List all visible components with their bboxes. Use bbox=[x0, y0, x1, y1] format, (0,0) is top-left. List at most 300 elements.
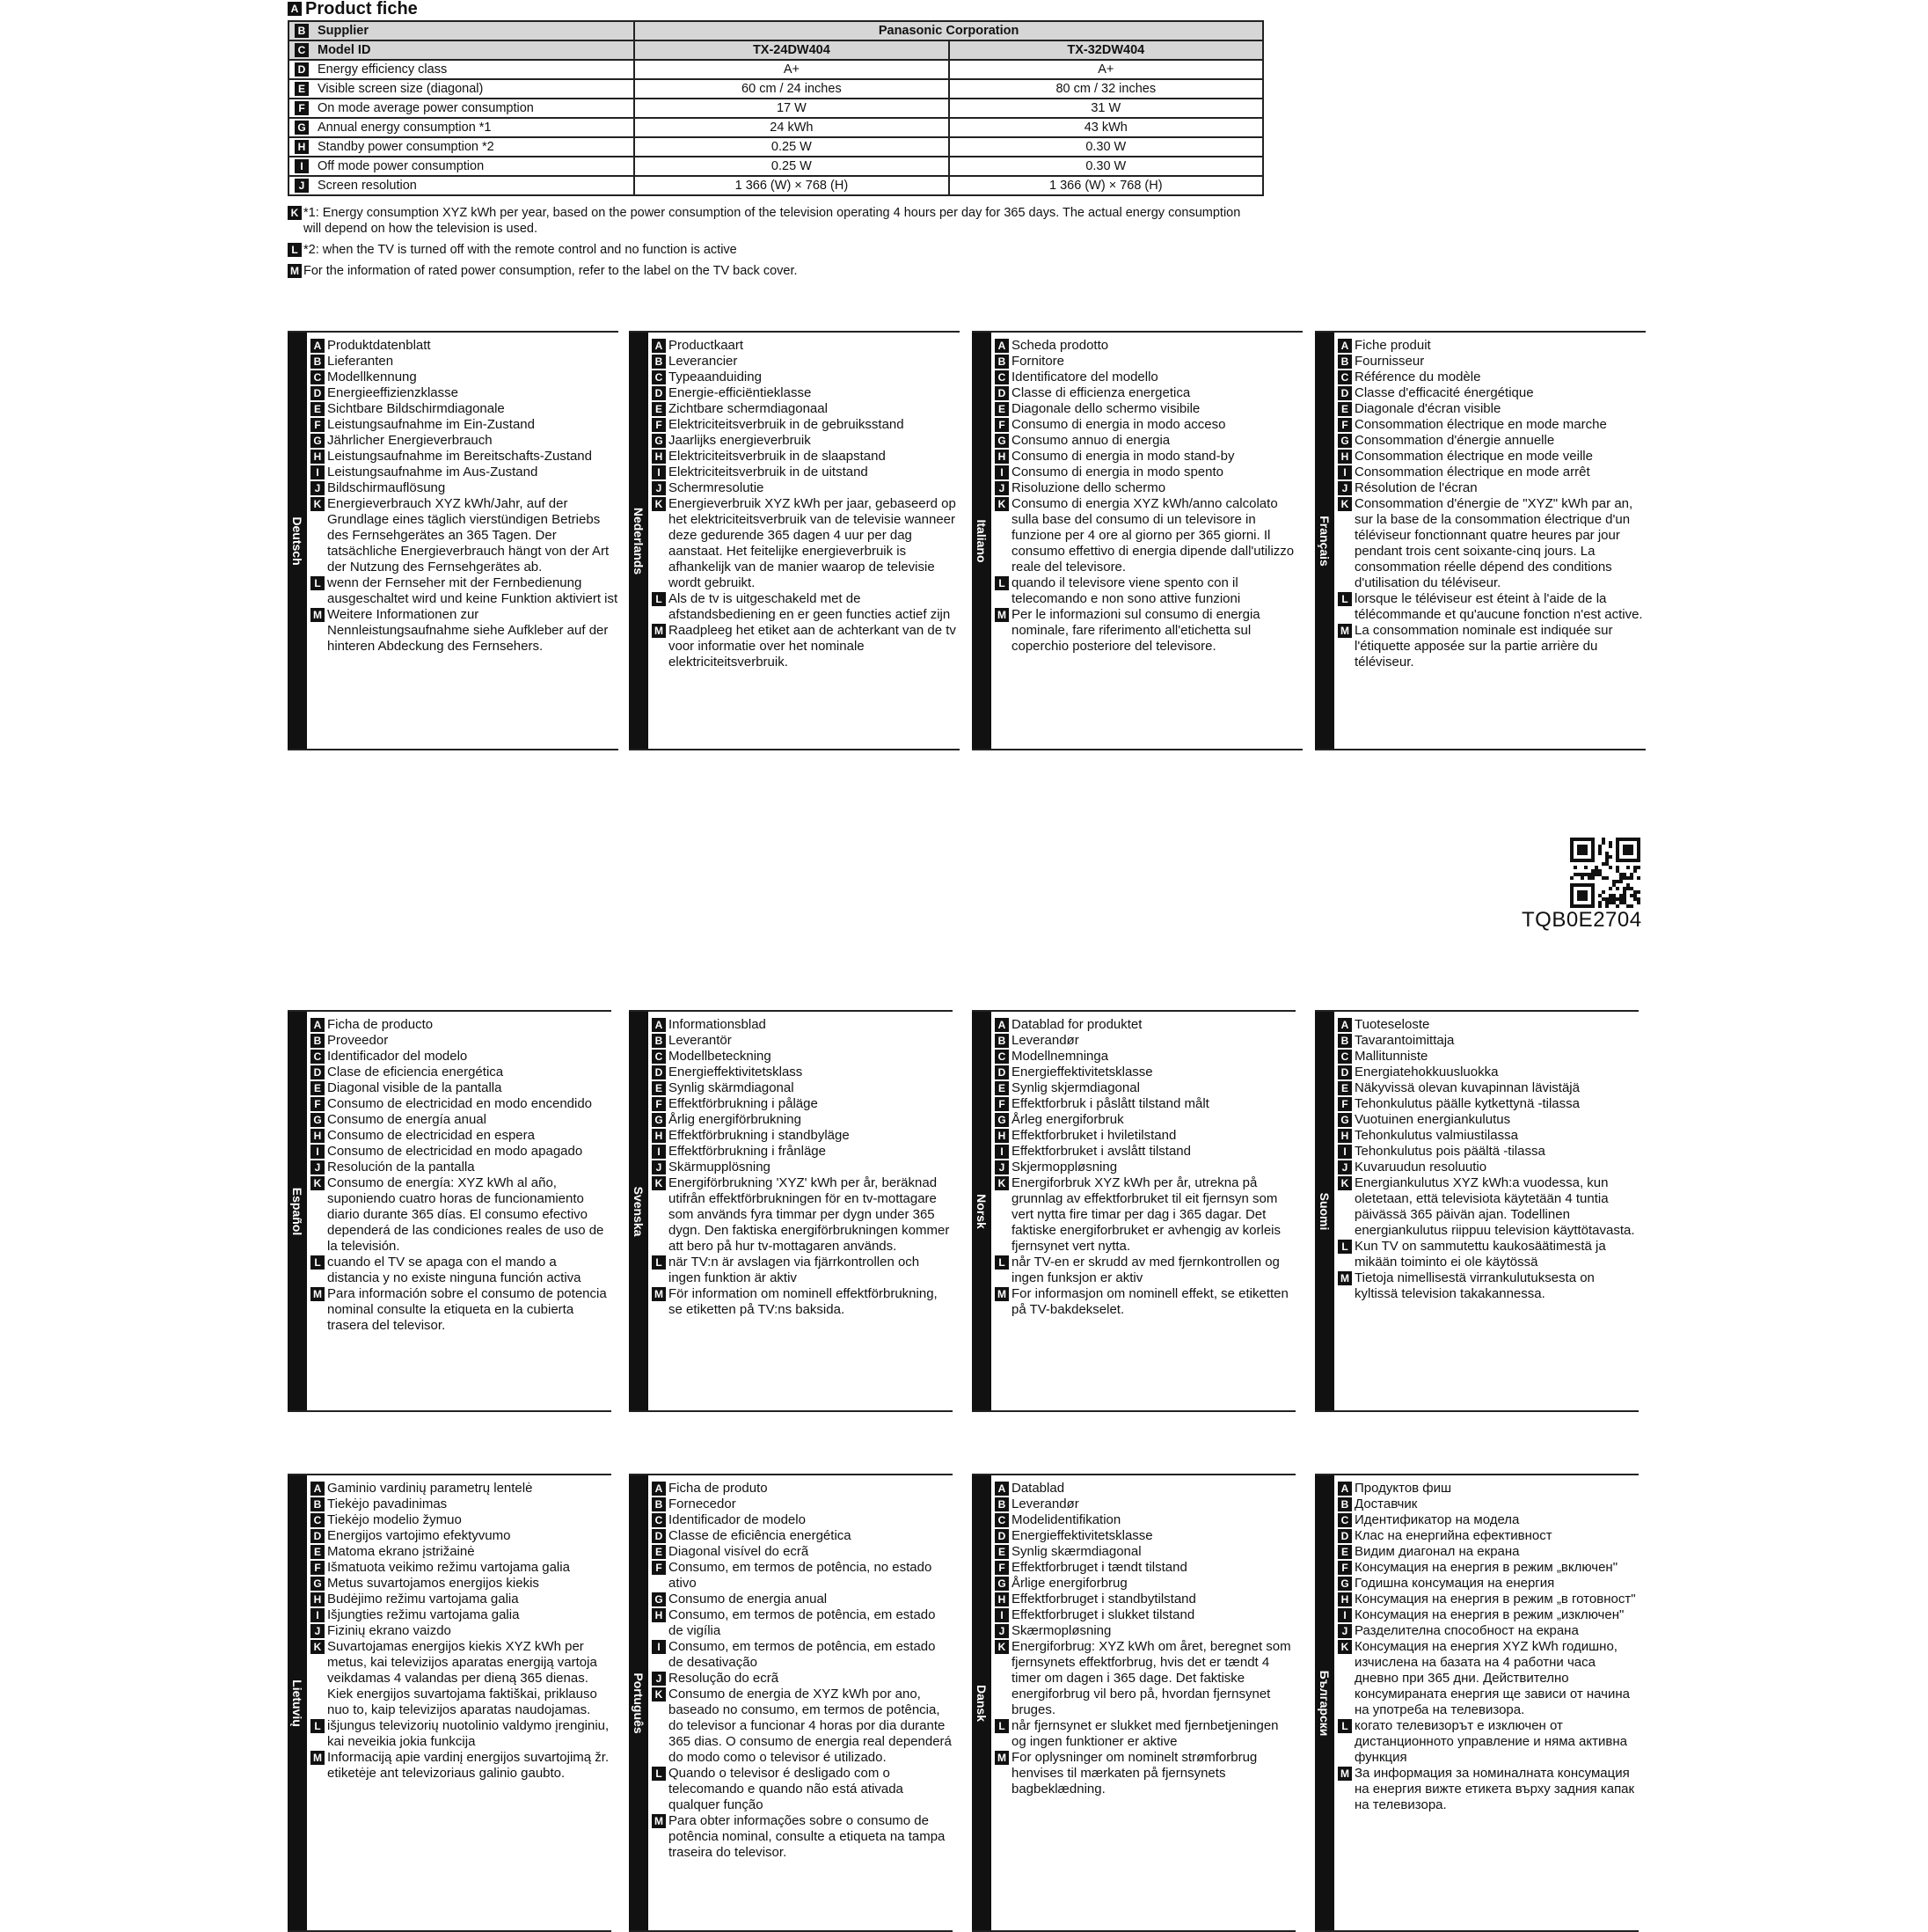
letter-badge: M bbox=[288, 264, 302, 278]
list-item bbox=[1338, 1017, 1639, 1033]
item-text: Classe d'efficacité énergétique bbox=[1355, 385, 1534, 400]
language-name: Italiano bbox=[975, 518, 989, 563]
item-text: Lieferanten bbox=[327, 354, 394, 369]
table-cell bbox=[288, 21, 634, 40]
language-name: Español bbox=[290, 1187, 304, 1235]
item-text: Quando o televisor é desligado com o telecomando e quando não está ativada qualquer função bbox=[668, 1766, 903, 1812]
item-text: Skärmupplösning bbox=[668, 1160, 770, 1175]
item-text: Fiche produit bbox=[1355, 338, 1431, 353]
letter-badge: G bbox=[652, 1113, 666, 1127]
item-text: Energieffektivitetsklass bbox=[668, 1065, 803, 1079]
letter-badge: C bbox=[652, 1050, 666, 1064]
list-item bbox=[310, 1128, 611, 1144]
letter-badge: F bbox=[995, 1097, 1009, 1111]
item-text: Datablad bbox=[1011, 1481, 1065, 1496]
item-text: Консумация на енергия в режим „изключен" bbox=[1355, 1607, 1625, 1622]
letter-badge: B bbox=[652, 1034, 666, 1048]
letter-badge: D bbox=[652, 1529, 666, 1543]
item-text: когато телевизорът е изключен от дистанционното управление и няма активна функция bbox=[1355, 1718, 1627, 1765]
letter-badge: J bbox=[295, 179, 309, 193]
table-row bbox=[288, 99, 1263, 118]
letter-badge: I bbox=[310, 1145, 325, 1159]
letter-badge: I bbox=[995, 465, 1009, 479]
list-item bbox=[652, 465, 960, 480]
item-text: Classe de eficiência energética bbox=[668, 1528, 851, 1543]
list-item bbox=[652, 1065, 953, 1080]
list-item bbox=[652, 370, 960, 385]
footnote-text: *2: when the TV is turned off with the remote control and no function is active bbox=[303, 243, 737, 257]
item-text: Išjungties režimu vartojama galia bbox=[327, 1607, 520, 1622]
item-text: Synlig skjermdiagonal bbox=[1011, 1080, 1140, 1095]
item-text: Energie-efficiëntieklasse bbox=[668, 385, 812, 400]
list-item bbox=[1338, 354, 1646, 370]
letter-badge: I bbox=[1338, 1145, 1352, 1159]
letter-badge: A bbox=[652, 339, 666, 353]
item-text: Metus suvartojamos energijos kiekis bbox=[327, 1576, 539, 1591]
letter-badge: H bbox=[652, 450, 666, 464]
item-text: Diagonale d'écran visible bbox=[1355, 401, 1501, 416]
list-item bbox=[310, 1528, 611, 1544]
letter-badge: C bbox=[1338, 370, 1352, 384]
language-name: Lietuvių bbox=[290, 1679, 304, 1727]
item-text: За информация за номиналната консумация на енергия вижте етикета върху задния капак на телевизора. bbox=[1355, 1766, 1635, 1812]
row-value-2: 0.30 W bbox=[949, 157, 1263, 176]
letter-badge: L bbox=[652, 1255, 666, 1270]
item-text: Bildschirmauflösung bbox=[327, 480, 446, 495]
item-text: Jaarlijks energieverbruik bbox=[668, 433, 811, 448]
item-text: Elektriciteitsverbruik in de slaapstand bbox=[668, 449, 886, 464]
letter-badge: E bbox=[652, 402, 666, 416]
list-item bbox=[652, 385, 960, 401]
language-block bbox=[288, 1010, 611, 1412]
letter-badge: M bbox=[652, 1287, 666, 1301]
letter-badge: E bbox=[1338, 1081, 1352, 1095]
letter-badge: K bbox=[652, 1687, 666, 1701]
letter-badge: F bbox=[1338, 1097, 1352, 1111]
letter-badge: B bbox=[310, 1034, 325, 1048]
letter-badge: I bbox=[652, 1640, 666, 1654]
list-item bbox=[1338, 1607, 1639, 1623]
list-item bbox=[652, 1497, 953, 1512]
letter-badge: B bbox=[995, 1497, 1009, 1511]
fiche-title: Product fiche bbox=[305, 0, 418, 18]
letter-badge: H bbox=[652, 1129, 666, 1143]
table-row bbox=[288, 118, 1263, 137]
item-text: Tehonkulutus päälle kytkettynä -tilassa bbox=[1355, 1096, 1580, 1111]
language-tab bbox=[1315, 1012, 1334, 1410]
list-item bbox=[995, 1080, 1296, 1096]
list-item bbox=[995, 1592, 1296, 1607]
letter-badge: K bbox=[310, 1176, 325, 1190]
item-text: Skjermoppløsning bbox=[1011, 1160, 1118, 1175]
list-item bbox=[995, 1128, 1296, 1144]
list-item bbox=[310, 1639, 611, 1718]
list-item bbox=[995, 385, 1303, 401]
item-text: Leverandør bbox=[1011, 1497, 1079, 1511]
list-item bbox=[652, 338, 960, 354]
language-name: Svenska bbox=[632, 1186, 646, 1236]
letter-badge: M bbox=[310, 1287, 325, 1301]
letter-badge: A bbox=[995, 1018, 1009, 1032]
letter-badge: I bbox=[1338, 465, 1352, 479]
item-text: Consumo, em termos de potência, em estado de desativação bbox=[668, 1639, 936, 1670]
letter-badge: D bbox=[1338, 1529, 1352, 1543]
list-item bbox=[1338, 449, 1646, 465]
item-text: Consumo de electricidad en espera bbox=[327, 1128, 535, 1143]
letter-badge: H bbox=[1338, 1129, 1352, 1143]
list-item bbox=[1338, 1623, 1639, 1639]
list-item bbox=[995, 1718, 1296, 1750]
list-item bbox=[652, 449, 960, 465]
term-list bbox=[1334, 333, 1646, 749]
language-tab bbox=[288, 1475, 307, 1930]
item-text: cuando el TV se apaga con el mando a distancia y no existe ninguna función activa bbox=[327, 1255, 581, 1285]
item-text: Résolution de l'écran bbox=[1355, 480, 1478, 495]
item-text: Consommation électrique en mode arrêt bbox=[1355, 465, 1590, 479]
item-text: Årlig energiförbrukning bbox=[668, 1112, 801, 1127]
list-item bbox=[652, 1481, 953, 1497]
letter-badge: B bbox=[1338, 355, 1352, 369]
item-text: Consommation électrique en mode veille bbox=[1355, 449, 1593, 464]
item-text: Consumo de electricidad en modo encendido bbox=[327, 1096, 593, 1111]
item-text: Consommation électrique en mode marche bbox=[1355, 417, 1607, 432]
item-text: Resolución de la pantalla bbox=[327, 1160, 475, 1175]
table-row bbox=[288, 40, 1263, 60]
list-item bbox=[995, 370, 1303, 385]
term-list bbox=[648, 1012, 953, 1410]
language-name: Norsk bbox=[975, 1193, 989, 1229]
letter-badge: A bbox=[652, 1018, 666, 1032]
term-list bbox=[1334, 1012, 1639, 1410]
list-item bbox=[995, 1576, 1296, 1592]
list-item bbox=[995, 1049, 1296, 1065]
list-item bbox=[995, 449, 1303, 465]
list-item bbox=[1338, 370, 1646, 385]
list-item bbox=[652, 1175, 953, 1255]
row-value-1: 60 cm / 24 inches bbox=[634, 79, 948, 99]
letter-badge: K bbox=[995, 1176, 1009, 1190]
letter-badge: I bbox=[310, 465, 325, 479]
list-item bbox=[652, 433, 960, 449]
item-text: Synlig skärmdiagonal bbox=[668, 1080, 794, 1095]
item-text: når TV-en er skrudd av med fjernkontrollen og ingen funksjon er aktiv bbox=[1011, 1255, 1280, 1285]
letter-badge: L bbox=[310, 576, 325, 590]
list-item bbox=[995, 607, 1303, 655]
letter-badge: E bbox=[995, 402, 1009, 416]
language-tab bbox=[629, 333, 648, 749]
letter-badge: A bbox=[310, 1018, 325, 1032]
item-text: Datablad for produktet bbox=[1011, 1017, 1143, 1032]
footnote bbox=[288, 263, 1255, 279]
list-item bbox=[310, 1576, 611, 1592]
item-text: Weitere Informationen zur Nennleistungsaufnahme siehe Aufkleber auf der hinteren Abdeckung des Fernsehers. bbox=[327, 607, 609, 654]
item-text: Årlige energiforbrug bbox=[1011, 1576, 1128, 1591]
item-text: när TV:n är avslagen via fjärrkontrollen och ingen funktion är aktiv bbox=[668, 1255, 920, 1285]
letter-badge: F bbox=[995, 1561, 1009, 1575]
letter-badge: F bbox=[652, 1097, 666, 1111]
item-text: Доставчик bbox=[1355, 1497, 1418, 1511]
letter-badge: I bbox=[995, 1608, 1009, 1622]
item-text: Energiankulutus XYZ kWh:a vuodessa, kun oletetaan, että televisiota käytetään 4 tuntia päivässä 365 päivän ajan. Todellinen energiankulutus riippuu television käyttötavasta. bbox=[1355, 1175, 1635, 1238]
letter-badge: A bbox=[1338, 1482, 1352, 1496]
letter-badge: M bbox=[1338, 624, 1352, 638]
letter-badge: G bbox=[1338, 1113, 1352, 1127]
fiche-body bbox=[288, 60, 1263, 195]
letter-badge: A bbox=[1338, 1018, 1352, 1032]
language-block bbox=[1315, 331, 1646, 750]
supplier-label: Supplier bbox=[318, 24, 369, 38]
item-text: Išmatuota veikimo režimu vartojama galia bbox=[327, 1560, 570, 1575]
letter-badge: K bbox=[652, 497, 666, 511]
item-text: Tiekėjo pavadinimas bbox=[327, 1497, 448, 1511]
item-text: Consumo di energia XYZ kWh/anno calcolato sulla base del consumo di un televisore in funzione per 4 ore al giorno per 365 giorni. Il consumo effettivo di energia dipende dall'utilizzo reale del televisore. bbox=[1011, 496, 1295, 574]
letter-badge: H bbox=[1338, 1592, 1352, 1606]
item-text: wenn der Fernseher mit der Fernbedienung ausgeschaltet wird und keine Funktion aktiviert ist bbox=[327, 575, 618, 606]
list-item bbox=[1338, 433, 1646, 449]
list-item bbox=[1338, 1576, 1639, 1592]
item-text: Effektförbrukning i påläge bbox=[668, 1096, 818, 1111]
item-text: Идентификатор на модела bbox=[1355, 1512, 1520, 1527]
list-item bbox=[1338, 401, 1646, 417]
item-text: Energiforbruk XYZ kWh per år, utrekna på grunnlag av effektforbruket til eit fjernsyn som vert nytta fire timar per dag i 365 dagar. Det faktiske energiforbruket er avhengig av korleis fjernsynet vert nytta. bbox=[1011, 1175, 1281, 1254]
list-item bbox=[1338, 465, 1646, 480]
letter-badge: F bbox=[1338, 1561, 1352, 1575]
product-fiche bbox=[288, 0, 1273, 284]
footnote-text: For the information of rated power consumption, refer to the label on the TV back cover. bbox=[303, 264, 798, 278]
item-text: Budėjimo režimu vartojama galia bbox=[327, 1592, 519, 1606]
language-name: Български bbox=[1318, 1670, 1332, 1736]
table-cell bbox=[288, 118, 634, 137]
language-tab bbox=[288, 1012, 307, 1410]
list-item bbox=[995, 1497, 1296, 1512]
list-item bbox=[310, 1033, 611, 1049]
item-text: Typeaanduiding bbox=[668, 370, 762, 384]
item-text: Consumo de energía: XYZ kWh al año, suponiendo cuatro horas de funcionamiento diario durante 365 días. El consumo efectivo dependerá de las condiciones reales de uso de la televisión. bbox=[327, 1175, 604, 1254]
list-item bbox=[995, 1160, 1296, 1175]
letter-badge: E bbox=[310, 402, 325, 416]
list-item bbox=[995, 1255, 1296, 1286]
language-name: Nederlands bbox=[632, 507, 646, 574]
letter-badge: J bbox=[1338, 1160, 1352, 1175]
letter-badge: E bbox=[310, 1545, 325, 1559]
row-value-1: 17 W bbox=[634, 99, 948, 118]
term-list bbox=[648, 1475, 953, 1930]
list-item bbox=[652, 1049, 953, 1065]
list-item bbox=[1338, 1065, 1639, 1080]
item-text: Matoma ekrano įstrižainė bbox=[327, 1544, 475, 1559]
list-item bbox=[310, 1080, 611, 1096]
item-text: Клас на енергийна ефективност bbox=[1355, 1528, 1552, 1543]
list-item bbox=[1338, 480, 1646, 496]
item-text: Годишна консумация на енергия bbox=[1355, 1576, 1555, 1591]
item-text: Effektförbrukning i standbyläge bbox=[668, 1128, 850, 1143]
language-block bbox=[629, 1010, 953, 1412]
list-item bbox=[652, 1080, 953, 1096]
letter-badge: C bbox=[995, 1050, 1009, 1064]
letter-badge: C bbox=[652, 370, 666, 384]
item-text: Ficha de producto bbox=[327, 1017, 434, 1032]
item-text: Tehonkulutus valmiustilassa bbox=[1355, 1128, 1518, 1143]
item-text: Fizinių ekrano vaizdo bbox=[327, 1623, 451, 1638]
list-item bbox=[310, 1144, 611, 1160]
list-item bbox=[310, 1017, 611, 1033]
letter-badge: F bbox=[310, 1561, 325, 1575]
item-text: Energieffektivitetsklasse bbox=[1011, 1528, 1153, 1543]
letter-badge: L bbox=[288, 243, 302, 257]
list-item bbox=[310, 480, 618, 496]
list-item bbox=[995, 1017, 1296, 1033]
item-text: Sichtbare Bildschirmdiagonale bbox=[327, 401, 505, 416]
item-text: Suvartojamas energijos kiekis XYZ kWh per metus, kai televizijos aparatas energiją vartoja veikdamas 4 valandas per dieną 365 dienas. Kiek energijos suvartojama faktiškai, priklauso nuo to, kaip televizijos aparatas naudojamas. bbox=[327, 1639, 597, 1717]
list-item bbox=[310, 401, 618, 417]
item-text: Diagonale dello schermo visibile bbox=[1011, 401, 1201, 416]
list-item bbox=[652, 1112, 953, 1128]
letter-badge: E bbox=[310, 1081, 325, 1095]
item-text: For informasjon om nominell effekt, se etiketten på TV-bakdekselet. bbox=[1011, 1286, 1289, 1317]
list-item bbox=[1338, 1175, 1639, 1239]
item-text: Resolução do ecrã bbox=[668, 1671, 779, 1686]
item-text: Risoluzione dello schermo bbox=[1011, 480, 1166, 495]
table-row bbox=[288, 79, 1263, 99]
item-text: Modelidentifikation bbox=[1011, 1512, 1121, 1527]
letter-badge: K bbox=[310, 497, 325, 511]
item-text: išjungus televizorių nuotolinio valdymo įrenginiu, kai neveikia jokia funkcija bbox=[327, 1718, 610, 1749]
list-item bbox=[1338, 1592, 1639, 1607]
list-item bbox=[310, 1623, 611, 1639]
item-text: Para información sobre el consumo de potencia nominal consulte la etiqueta en la cubierta trasera del televisor. bbox=[327, 1286, 607, 1333]
item-text: Elektriciteitsverbruik in de gebruiksstand bbox=[668, 417, 904, 432]
letter-badge: L bbox=[1338, 1719, 1352, 1733]
item-text: Gaminio vardinių parametrų lentelė bbox=[327, 1481, 533, 1496]
list-item bbox=[310, 370, 618, 385]
item-text: Jährlicher Energieverbrauch bbox=[327, 433, 493, 448]
item-text: Tehonkulutus pois päältä -tilassa bbox=[1355, 1144, 1545, 1159]
item-text: Energieffektivitetsklasse bbox=[1011, 1065, 1153, 1079]
item-text: Consumo di energia in modo stand-by bbox=[1011, 449, 1235, 464]
list-item bbox=[310, 607, 618, 655]
language-block bbox=[288, 1474, 611, 1932]
letter-badge: H bbox=[295, 140, 309, 154]
model-label: Model ID bbox=[318, 43, 371, 57]
language-block bbox=[972, 1010, 1296, 1412]
list-item bbox=[652, 591, 960, 623]
letter-badge: M bbox=[1338, 1767, 1352, 1781]
letter-badge: D bbox=[995, 1529, 1009, 1543]
letter-badge: B bbox=[995, 1034, 1009, 1048]
list-item bbox=[995, 401, 1303, 417]
item-text: Kuvaruudun resoluutio bbox=[1355, 1160, 1487, 1175]
list-item bbox=[995, 1639, 1296, 1718]
list-item bbox=[995, 1286, 1296, 1318]
letter-badge: L bbox=[310, 1719, 325, 1733]
letter-badge: D bbox=[652, 386, 666, 400]
item-text: Consumo de electricidad en modo apagado bbox=[327, 1144, 583, 1159]
row-value-2: 0.30 W bbox=[949, 137, 1263, 157]
language-tab bbox=[1315, 333, 1334, 749]
letter-badge: D bbox=[310, 1529, 325, 1543]
item-text: For oplysninger om nominelt strømforbrug henvises til mærkaten på fjernsynets bagbeklædning. bbox=[1011, 1750, 1258, 1797]
list-item bbox=[310, 1718, 611, 1750]
list-item bbox=[995, 1033, 1296, 1049]
list-item bbox=[995, 1144, 1296, 1160]
letter-badge: E bbox=[1338, 402, 1352, 416]
item-text: Консумация на енергия в режим „в готовност" bbox=[1355, 1592, 1636, 1606]
list-item bbox=[310, 1607, 611, 1623]
letter-badge: B bbox=[310, 1497, 325, 1511]
list-item bbox=[310, 433, 618, 449]
letter-badge: G bbox=[310, 1113, 325, 1127]
language-tab bbox=[288, 333, 307, 749]
letter-badge: C bbox=[310, 1050, 325, 1064]
table-row bbox=[288, 176, 1263, 195]
list-item bbox=[995, 338, 1303, 354]
item-text: Consumo de energia anual bbox=[668, 1592, 828, 1606]
list-item bbox=[310, 465, 618, 480]
item-text: Consommation d'énergie de "XYZ" kWh par an, sur la base de la consommation électrique d'un téléviseur fonctionnant quatre heures par jour pendant trois cent soixante-cinq jours. La consommation réelle dépend des conditions d'utilisation du téléviseur. bbox=[1355, 496, 1633, 590]
language-tab bbox=[629, 1012, 648, 1410]
letter-badge: A bbox=[995, 1482, 1009, 1496]
list-item bbox=[652, 1160, 953, 1175]
letter-badge: M bbox=[652, 624, 666, 638]
list-item bbox=[652, 417, 960, 433]
list-item bbox=[652, 1813, 953, 1861]
item-text: Als de tv is uitgeschakeld met de afstandsbediening en er geen functies actief zijn bbox=[668, 591, 951, 622]
letter-badge: J bbox=[310, 1624, 325, 1638]
list-item bbox=[995, 1544, 1296, 1560]
list-item bbox=[1338, 1239, 1639, 1270]
list-item bbox=[652, 1544, 953, 1560]
item-text: Консумация на енергия в режим „включен" bbox=[1355, 1560, 1618, 1575]
item-text: La consommation nominale est indiquée sur l'étiquette apposée sur la partie arrière du téléviseur. bbox=[1355, 623, 1613, 670]
letter-badge: E bbox=[652, 1545, 666, 1559]
table-cell bbox=[288, 176, 634, 195]
letter-badge: G bbox=[995, 1577, 1009, 1591]
item-text: Consumo annuo di energia bbox=[1011, 433, 1171, 448]
item-text: Diagonal visible de la pantalla bbox=[327, 1080, 502, 1095]
list-item bbox=[1338, 385, 1646, 401]
letter-badge: B bbox=[1338, 1497, 1352, 1511]
letter-badge: G bbox=[310, 1577, 325, 1591]
list-item bbox=[1338, 1528, 1639, 1544]
letter-badge: L bbox=[995, 576, 1009, 590]
letter-badge: K bbox=[995, 1640, 1009, 1654]
fiche-title-row bbox=[288, 0, 1273, 18]
item-text: Per le informazioni sul consumo di energia nominale, fare riferimento all'etichetta sul coperchio posteriore del televisore. bbox=[1011, 607, 1260, 654]
letter-badge: C bbox=[995, 1513, 1009, 1527]
list-item bbox=[310, 1096, 611, 1112]
letter-badge: I bbox=[310, 1608, 325, 1622]
letter-badge: J bbox=[995, 481, 1009, 495]
row-value-2: 1 366 (W) × 768 (H) bbox=[949, 176, 1263, 195]
letter-badge: I bbox=[295, 159, 309, 173]
list-item bbox=[995, 1065, 1296, 1080]
letter-badge: F bbox=[1338, 418, 1352, 432]
item-text: når fjernsynet er slukket med fjernbetjeningen og ingen funktioner er aktive bbox=[1011, 1718, 1279, 1749]
letter-badge: D bbox=[295, 62, 309, 77]
list-item bbox=[310, 417, 618, 433]
letter-badge: D bbox=[310, 386, 325, 400]
letter-badge: J bbox=[652, 1672, 666, 1686]
letter-badge: D bbox=[1338, 1065, 1352, 1079]
letter-badge: C bbox=[652, 1513, 666, 1527]
item-text: Consommation d'énergie annuelle bbox=[1355, 433, 1555, 448]
list-item bbox=[310, 385, 618, 401]
letter-badge: J bbox=[652, 1160, 666, 1175]
footnote bbox=[288, 242, 1255, 258]
list-item bbox=[310, 1049, 611, 1065]
list-item bbox=[310, 338, 618, 354]
letter-badge: C bbox=[1338, 1513, 1352, 1527]
